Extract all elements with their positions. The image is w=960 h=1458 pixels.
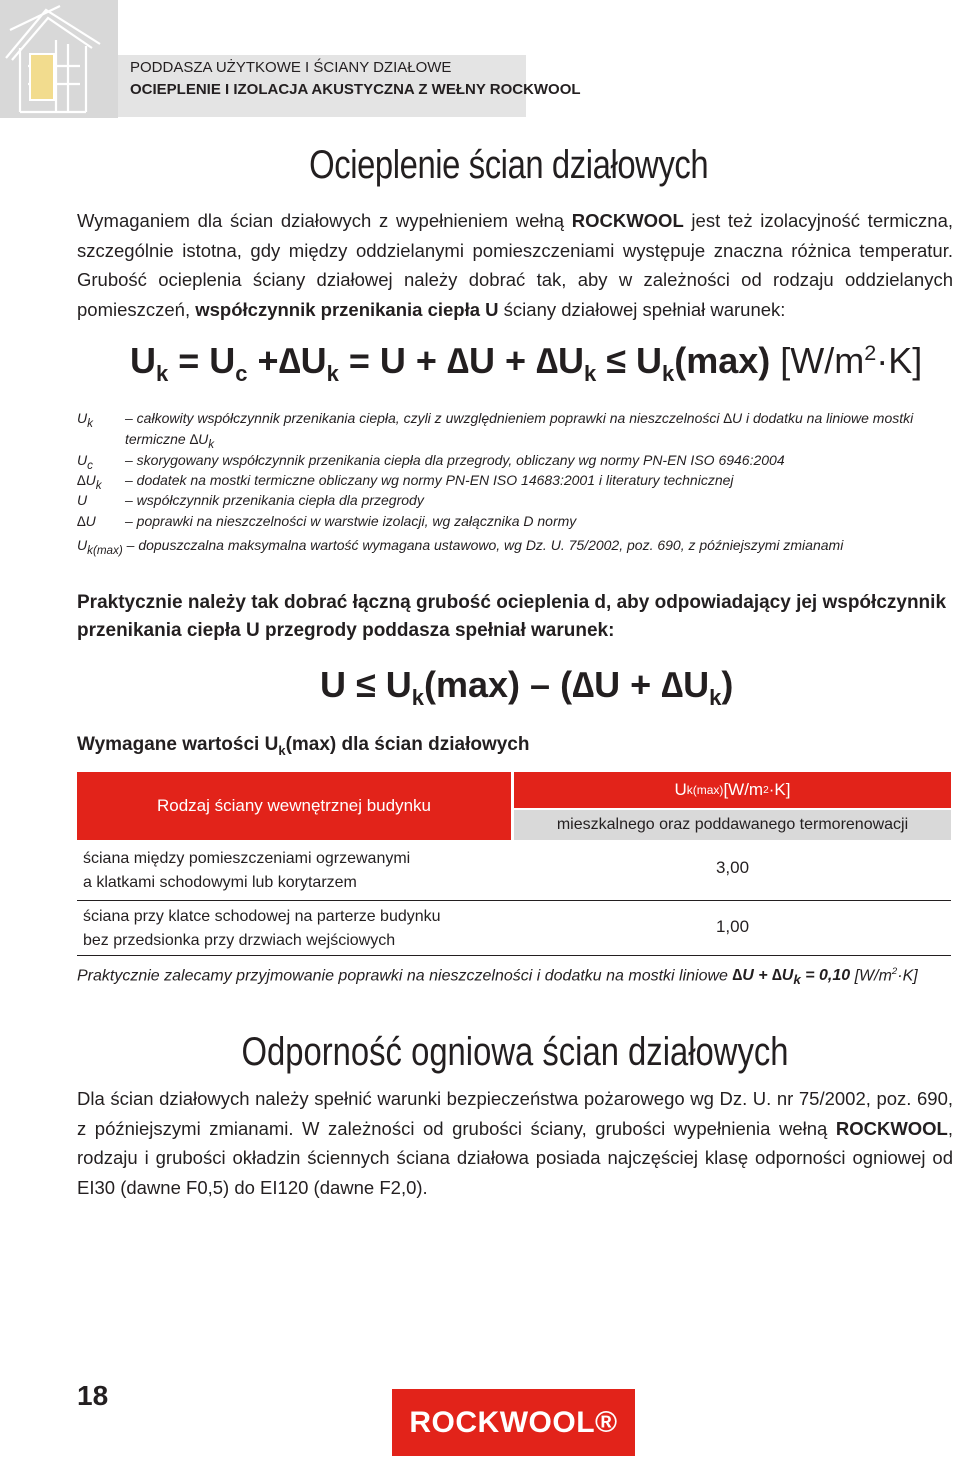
page-number: 18 [77, 1380, 109, 1411]
requirements-table [77, 772, 951, 956]
table-row-divider [77, 900, 951, 901]
fire-resistance-paragraph: Dla ścian działowych należy spełnić warunki bezpieczeństwa pożarowego wg Dz. U. nr 75/2002, poz. 690, z późniejszymi zmianami. W zależności od grubości ściany, grubości wypełnienia wełną ROCKWOOL, rodzaju i grubości okładzin ściennych ściana działowa posiada najczęściej klasę odporności ogniowej od EI30 (dawne F0,5) do EI120 (dawne F2,0). [77, 1088, 953, 1198]
requirements-heading: Wymagane wartości $U_k(\max)$ dla ścian działowych [77, 734, 530, 758]
table-row-1-value: 3,00 [715, 858, 750, 877]
section-title-insulation: Ocieplenie ścian działowych [309, 143, 709, 187]
table-row-2-label: ściana przy klatce schodowej na parterze budynku bez przedsionka przy drzwiach wejściowych [83, 908, 441, 949]
table-bottom-border [77, 955, 951, 956]
header-subcategory: OCIEPLENIE I IZOLACJA AKUSTYCZNA Z WEŁNY ROCKWOOL [130, 81, 581, 98]
table-row-1-label: ściana między pomieszczeniami ogrzewanymi a klatkami schodowymi lub korytarzem [83, 850, 411, 891]
table-row-2-value: 1,00 [715, 917, 750, 936]
recommendation-note: Praktycznie zalecamy przyjmowanie poprawki na nieszczelności i dodatku na mostki liniowe $\Delta U + \Delta U_k = 0,10$ $[W/m^2\cdot K]$ [77, 966, 918, 988]
rockwool-logo: ROCKWOOL® [392, 1389, 635, 1456]
formula-uk-condition: $U_k = U_c +\Delta U_k = U + \Delta U + \Delta U_k \le U_k(\max)$ $[W/m^2\cdot K]$ [130, 340, 923, 386]
house-wall-icon [0, 0, 118, 118]
practical-condition-text: Praktycznie należy tak dobrać łączną grubość ocieplenia d, aby odpowiadający jej współczynnik przenikania ciepła U przegrody poddasza spełniał warunek: [77, 592, 947, 641]
header-category: PODDASZA UŻYTKOWE I ŚCIANY DZIAŁOWE [130, 59, 452, 76]
formula-u-condition: $U \le U_k(\max) - (\Delta U + \Delta U_k)$ [320, 664, 734, 710]
intro-paragraph: Wymaganiem dla ścian działowych z wypełnieniem wełną ROCKWOOL jest też izolacyjność termiczna, szczególnie istotna, gdy między oddzielanymi pomieszczeniami występuje znaczna różnica temperatur. Grubość ocieplenia ściany działowej należy dobrać tak, aby w zależności od rodzaju oddzielanych pomieszczeń, współczynnik przenikania ciepła U ściany działowej spełniał warunek: [77, 210, 954, 320]
section-title-fire-resistance: Odporność ogniowa ścian działowych [241, 1030, 789, 1074]
definition-ukmax: $U_{k(max)}$ – dopuszczalna maksymalna wartość wymagana ustawowo, wg Dz. U. 75/2002, poz. 690, z późniejszymi zmianami [77, 537, 844, 557]
table-header-wall-type: Rodzaj ściany wewnętrznej budynku [77, 772, 511, 840]
table-subheader-building-type: mieszkalnego oraz poddawanego termorenowacji [514, 810, 951, 840]
table-header-ukmax: U k(max) [W/m 2 ·K] [514, 772, 951, 808]
